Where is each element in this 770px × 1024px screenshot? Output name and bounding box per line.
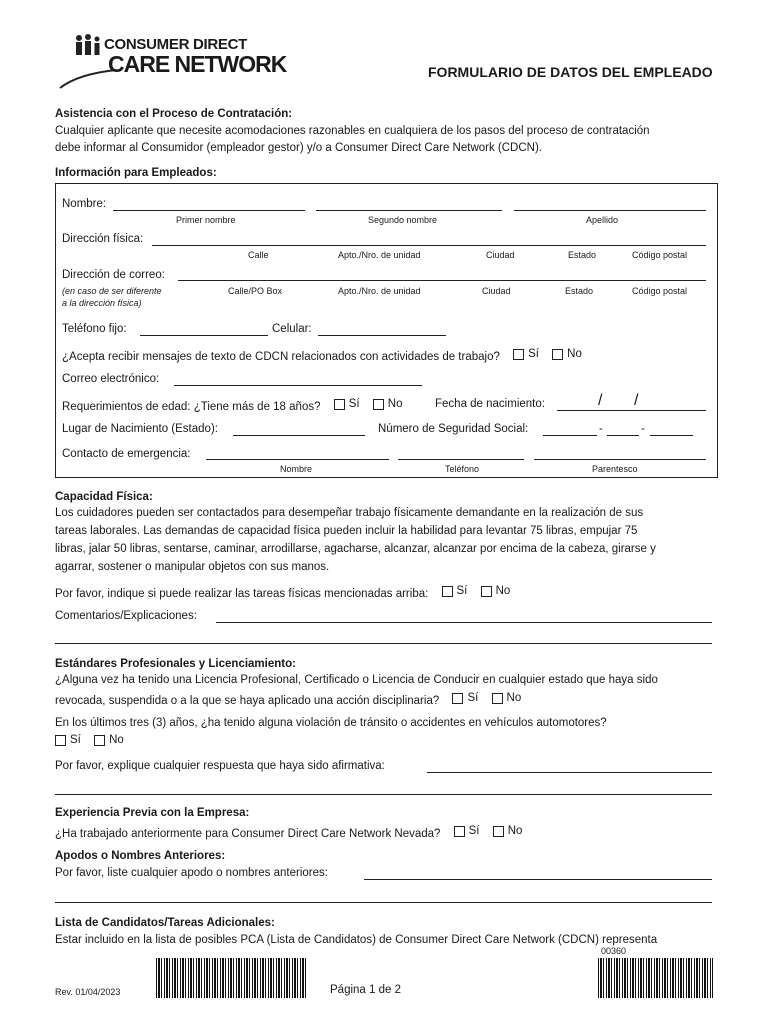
form-code: 00360 <box>601 946 627 956</box>
age-question <box>62 397 402 415</box>
age-question-text: Requerimientos de edad: ¿Tiene más de 18 años? <box>62 401 321 413</box>
standards-q2-no-checkbox[interactable] <box>94 735 105 746</box>
experience-no-option[interactable] <box>493 824 523 839</box>
texts-no-label: No <box>567 348 582 360</box>
experience-no-label: No <box>507 825 523 837</box>
standards-q1-line1: ¿Alguna vez ha tenido una Licencia Profesional, Certificado o Licencia de Conducir en cualquier estado que haya sido <box>55 674 658 686</box>
mailing-address-field[interactable] <box>178 280 706 281</box>
dob-sep-1: / <box>598 392 603 409</box>
ssn-dash-1: - <box>599 423 603 435</box>
standards-q1-no-label: No <box>506 692 522 704</box>
standards-q1-yes-option[interactable] <box>452 691 478 706</box>
physical-state-caption: Estado <box>568 250 597 260</box>
standards-q1-yes-label: Sí <box>467 692 479 704</box>
aliases-question: Por favor, liste cualquier apodo o nombres anteriores: <box>55 867 328 879</box>
standards-q1-no-option[interactable] <box>492 691 522 706</box>
revision-date: Rev. 01/04/2023 <box>55 987 121 997</box>
logo-line1: CONSUMER DIRECT <box>104 36 248 53</box>
hiring-line2: debe informar al Consumidor (empleador gestor) y/o a Consumer Direct Care Network (CDCN). <box>55 142 542 154</box>
cell-phone-label: Celular: <box>272 323 312 335</box>
comments-label: Comentarios/Explicaciones: <box>55 610 197 622</box>
physical-address-field[interactable] <box>152 245 706 246</box>
barcode-right <box>598 958 713 998</box>
physical-no-option[interactable] <box>481 584 511 599</box>
emergency-phone-caption: Teléfono <box>445 464 480 474</box>
mailing-note-2: a la dirección física) <box>62 298 142 308</box>
middle-name-field[interactable] <box>316 210 502 211</box>
physical-line-2: tareas laborales. Las demandas de capacidad física pueden incluir la habilidad para levantar 75 libras, empujar 75 <box>55 525 638 537</box>
dob-field[interactable] <box>557 410 706 411</box>
emergency-phone-field[interactable] <box>398 459 524 460</box>
emergency-relation-caption: Parentesco <box>592 464 638 474</box>
home-phone-field[interactable] <box>140 335 268 336</box>
standards-q2-yes-checkbox[interactable] <box>55 735 66 746</box>
standards-explain-field[interactable] <box>427 772 712 773</box>
logo-line2: CARE NETWORK <box>108 51 287 77</box>
page-number: Página 1 de 2 <box>330 984 401 996</box>
texts-yes-option[interactable] <box>513 347 539 362</box>
standards-q2-no-option[interactable] <box>94 733 124 748</box>
aliases-heading: Apodos o Nombres Anteriores: <box>55 850 226 862</box>
physical-question <box>55 584 510 602</box>
experience-yes-label: Sí <box>468 825 480 837</box>
comments-field[interactable] <box>216 622 712 623</box>
hiring-line1: Cualquier aplicante que necesite acomodaciones razonables en cualquiera de los pasos del proceso de contratación <box>55 125 650 137</box>
experience-no-checkbox[interactable] <box>493 826 504 837</box>
standards-explain-label: Por favor, explique cualquier respuesta que haya sido afirmativa: <box>55 760 385 772</box>
texts-no-option[interactable] <box>552 347 582 362</box>
aliases-field[interactable] <box>364 879 712 880</box>
candidates-line: Estar incluido en la lista de posibles PCA (Lista de Candidatos) de Consumer Direct Care Network (CDCN) representa <box>55 934 658 946</box>
mailing-zip-caption: Código postal <box>632 286 688 296</box>
physical-address-label: Dirección física: <box>62 233 144 245</box>
physical-yes-checkbox[interactable] <box>442 586 453 597</box>
home-phone-label: Teléfono fijo: <box>62 323 127 335</box>
ssn-field-2[interactable] <box>607 435 639 436</box>
birthplace-label: Lugar de Nacimiento (Estado): <box>62 423 218 435</box>
physical-no-checkbox[interactable] <box>481 586 492 597</box>
mailing-city-caption: Ciudad <box>482 286 511 296</box>
dob-sep-2: / <box>634 392 639 409</box>
texts-no-checkbox[interactable] <box>552 349 563 360</box>
standards-explain-field-2[interactable] <box>55 794 712 795</box>
first-name-field[interactable] <box>113 210 305 211</box>
last-name-field[interactable] <box>514 210 706 211</box>
texts-question-text: ¿Acepta recibir mensajes de texto de CDCN relacionados con actividades de trabajo? <box>62 351 500 363</box>
candidates-heading: Lista de Candidatos/Tareas Adicionales: <box>55 917 275 929</box>
physical-yes-label: Sí <box>456 585 468 597</box>
cell-phone-field[interactable] <box>318 335 446 336</box>
ssn-dash-2: - <box>641 423 645 435</box>
middle-name-caption: Segundo nombre <box>368 215 438 225</box>
name-label: Nombre: <box>62 198 107 210</box>
mailing-street-caption: Calle/PO Box <box>228 286 283 296</box>
physical-unit-caption: Apto./Nro. de unidad <box>338 250 421 260</box>
emergency-name-field[interactable] <box>206 459 389 460</box>
physical-city-caption: Ciudad <box>486 250 515 260</box>
texts-question <box>62 347 582 365</box>
age-no-checkbox[interactable] <box>373 399 384 410</box>
aliases-field-2[interactable] <box>55 902 712 903</box>
standards-q1-yes-checkbox[interactable] <box>452 693 463 704</box>
ssn-label: Número de Seguridad Social: <box>378 423 529 435</box>
form-title: FORMULARIO DE DATOS DEL EMPLEADO <box>428 64 713 80</box>
email-label: Correo electrónico: <box>62 373 160 385</box>
standards-q2: En los últimos tres (3) años, ¿ha tenido alguna violación de tránsito o accidentes en vehículos automotores? <box>55 717 607 729</box>
experience-question-text: ¿Ha trabajado anteriormente para Consumer Direct Care Network Nevada? <box>55 828 441 840</box>
age-no-label: No <box>387 398 403 410</box>
experience-yes-checkbox[interactable] <box>454 826 465 837</box>
standards-q2-no-label: No <box>109 734 124 746</box>
standards-q2-answers <box>45 733 124 751</box>
age-yes-label: Sí <box>348 398 360 410</box>
physical-yes-option[interactable] <box>442 584 468 599</box>
emergency-relation-field[interactable] <box>534 459 706 460</box>
experience-yes-option[interactable] <box>454 824 480 839</box>
age-yes-option[interactable] <box>334 397 360 412</box>
experience-question <box>55 824 522 842</box>
employee-info-heading: Información para Empleados: <box>55 167 217 179</box>
texts-yes-label: Sí <box>528 348 539 360</box>
ssn-field-3[interactable] <box>650 435 693 436</box>
logo <box>58 32 287 92</box>
comments-field-2[interactable] <box>55 643 712 644</box>
age-no-option[interactable] <box>373 397 403 412</box>
standards-q1 <box>55 691 521 709</box>
standards-q1-no-checkbox[interactable] <box>492 693 503 704</box>
physical-line-1: Los cuidadores pueden ser contactados para desempeñar trabajo físicamente demandante en la realización de sus <box>55 507 644 519</box>
physical-zip-caption: Código postal <box>632 250 688 260</box>
physical-heading: Capacidad Física: <box>55 491 153 503</box>
birthplace-field[interactable] <box>233 435 365 436</box>
physical-line-4: agarrar, sostener o manipular objetos con sus manos. <box>55 561 330 573</box>
physical-street-caption: Calle <box>248 250 269 260</box>
last-name-caption: Apellido <box>586 215 619 225</box>
physical-line-3: libras, jalar 50 libras, sentarse, caminar, arrodillarse, agacharse, alcanzar, alcanzar por encima de la cabeza, girarse y <box>55 543 656 555</box>
ssn-field-1[interactable] <box>543 435 597 436</box>
standards-q2-yes-option[interactable] <box>55 733 81 748</box>
standards-heading: Estándares Profesionales y Licenciamiento: <box>55 658 296 670</box>
emergency-label: Contacto de emergencia: <box>62 448 191 460</box>
age-yes-checkbox[interactable] <box>334 399 345 410</box>
experience-heading: Experiencia Previa con la Empresa: <box>55 807 250 819</box>
dob-label: Fecha de nacimiento: <box>435 398 545 410</box>
mailing-state-caption: Estado <box>565 286 594 296</box>
standards-q2-yes-label: Sí <box>70 734 81 746</box>
mailing-address-label: Dirección de correo: <box>62 269 165 281</box>
standards-q1-line2: revocada, suspendida o a la que se haya aplicado una acción disciplinaria? <box>55 695 440 707</box>
texts-yes-checkbox[interactable] <box>513 349 524 360</box>
physical-no-label: No <box>495 585 511 597</box>
physical-question-text: Por favor, indique si puede realizar las tareas físicas mencionadas arriba: <box>55 588 429 600</box>
mailing-unit-caption: Apto./Nro. de unidad <box>338 286 421 296</box>
barcode-left <box>156 958 306 998</box>
emergency-name-caption: Nombre <box>280 464 313 474</box>
hiring-heading: Asistencia con el Proceso de Contratación: <box>55 108 293 120</box>
first-name-caption: Primer nombre <box>176 215 236 225</box>
mailing-note-1: (en caso de ser diferente <box>62 286 162 296</box>
email-field[interactable] <box>174 385 422 386</box>
